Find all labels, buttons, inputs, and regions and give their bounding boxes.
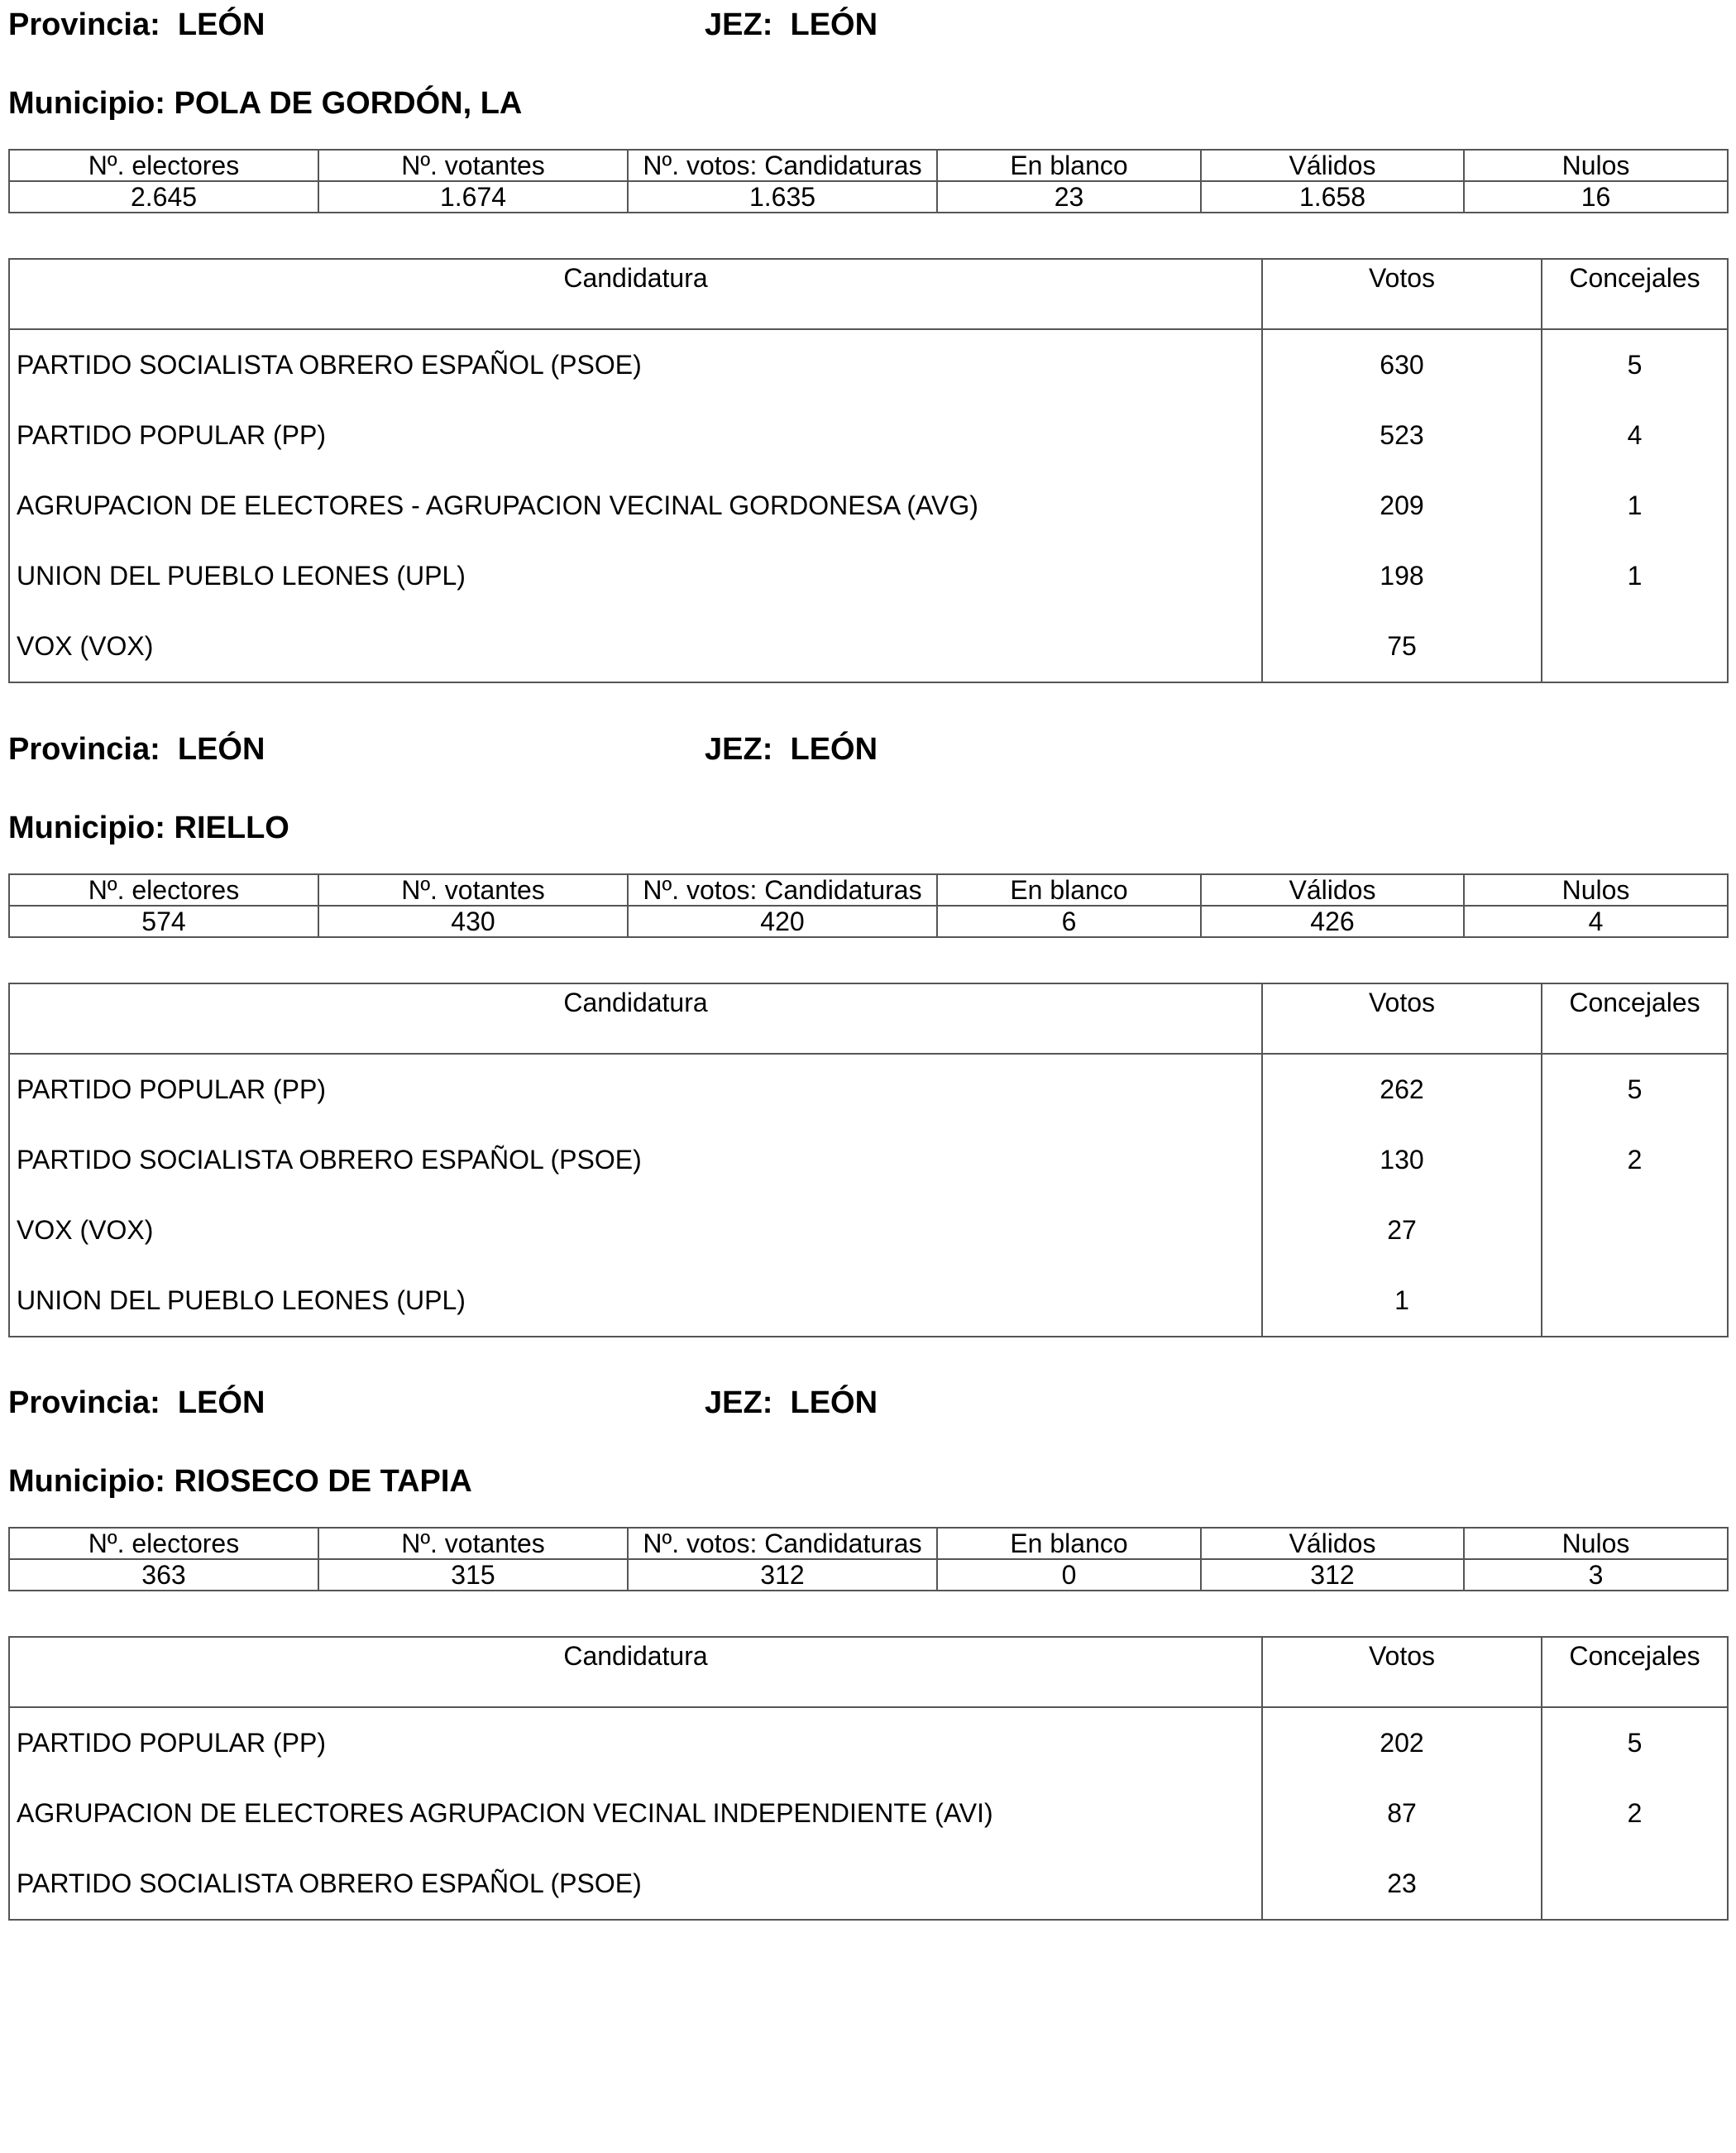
summary-value: 420 <box>628 906 937 937</box>
summary-header: Nº. votantes <box>318 150 628 181</box>
summary-value: 312 <box>1201 1559 1464 1591</box>
cand-votos: 23 <box>1262 1849 1542 1920</box>
cand-header: Concejales <box>1542 259 1728 329</box>
cand-votos: 87 <box>1262 1778 1542 1849</box>
summary-header: Nulos <box>1464 150 1728 181</box>
summary-header: Nº. electores <box>9 1528 318 1559</box>
summary-header: Nº. electores <box>9 150 318 181</box>
municipio-value: POLA DE GORDÓN, LA <box>174 86 523 121</box>
jez-label: JEZ: <box>705 7 773 42</box>
summary-header-row <box>9 874 1728 906</box>
summary-value: 426 <box>1201 906 1464 937</box>
cand-name: PARTIDO SOCIALISTA OBRERO ESPAÑOL (PSOE) <box>9 1125 1262 1195</box>
summary-header: Nº. votantes <box>318 874 628 906</box>
summary-value: 2.645 <box>9 181 318 213</box>
cand-concejales <box>1542 1195 1728 1265</box>
cand-row <box>9 541 1728 611</box>
cand-row <box>9 1265 1728 1337</box>
cand-votos: 523 <box>1262 400 1542 471</box>
cand-header: Concejales <box>1542 1637 1728 1707</box>
cand-header-row <box>9 259 1728 329</box>
summary-table <box>8 1527 1729 1591</box>
summary-value: 1.658 <box>1201 181 1464 213</box>
summary-header-row <box>9 150 1728 181</box>
provincia-label: Provincia: <box>8 732 160 767</box>
cand-concejales: 5 <box>1542 329 1728 400</box>
summary-header-row <box>9 1528 1728 1559</box>
provincia-value: LEÓN <box>177 1385 265 1420</box>
provincia-line <box>8 7 265 43</box>
cand-header-row <box>9 1637 1728 1707</box>
summary-header: En blanco <box>937 874 1201 906</box>
cand-votos: 630 <box>1262 329 1542 400</box>
municipio-label: Municipio: <box>8 1464 165 1499</box>
cand-row <box>9 1195 1728 1265</box>
provincia-value: LEÓN <box>177 7 265 42</box>
provincia-label: Provincia: <box>8 1385 160 1420</box>
cand-name: AGRUPACION DE ELECTORES - AGRUPACION VECINAL GORDONESA (AVG) <box>9 471 1262 541</box>
cand-name: VOX (VOX) <box>9 1195 1262 1265</box>
provincia-value: LEÓN <box>177 732 265 767</box>
municipio-line <box>8 1463 472 1500</box>
summary-header: Nº. votos: Candidaturas <box>628 150 937 181</box>
cand-votos: 130 <box>1262 1125 1542 1195</box>
municipio-value: RIOSECO DE TAPIA <box>174 1464 472 1499</box>
summary-header: Nº. votos: Candidaturas <box>628 874 937 906</box>
cand-row <box>9 1849 1728 1920</box>
cand-row <box>9 1778 1728 1849</box>
summary-table <box>8 873 1729 938</box>
summary-value: 6 <box>937 906 1201 937</box>
cand-votos: 262 <box>1262 1054 1542 1125</box>
cand-header: Votos <box>1262 983 1542 1054</box>
jez-value: LEÓN <box>790 1385 878 1420</box>
candidaturas-table <box>8 1636 1729 1921</box>
cand-votos: 202 <box>1262 1707 1542 1778</box>
candidaturas-table <box>8 258 1729 683</box>
cand-votos: 1 <box>1262 1265 1542 1337</box>
summary-value: 3 <box>1464 1559 1728 1591</box>
summary-value: 23 <box>937 181 1201 213</box>
cand-concejales: 2 <box>1542 1125 1728 1195</box>
summary-header: Nº. votos: Candidaturas <box>628 1528 937 1559</box>
summary-header: Nulos <box>1464 874 1728 906</box>
jez-line <box>705 731 878 768</box>
cand-row <box>9 611 1728 682</box>
cand-votos: 27 <box>1262 1195 1542 1265</box>
jez-label: JEZ: <box>705 1385 773 1420</box>
cand-votos: 198 <box>1262 541 1542 611</box>
cand-header: Candidatura <box>9 259 1262 329</box>
cand-votos: 75 <box>1262 611 1542 682</box>
jez-label: JEZ: <box>705 732 773 767</box>
cand-header: Candidatura <box>9 983 1262 1054</box>
cand-concejales <box>1542 1265 1728 1337</box>
summary-value: 16 <box>1464 181 1728 213</box>
provincia-line <box>8 1385 265 1421</box>
summary-value-row <box>9 181 1728 213</box>
summary-header: Nulos <box>1464 1528 1728 1559</box>
jez-line <box>705 7 878 43</box>
summary-value: 430 <box>318 906 628 937</box>
cand-concejales <box>1542 1849 1728 1920</box>
summary-value: 1.674 <box>318 181 628 213</box>
summary-header: Válidos <box>1201 150 1464 181</box>
municipio-line <box>8 85 522 122</box>
cand-row <box>9 1707 1728 1778</box>
cand-header: Candidatura <box>9 1637 1262 1707</box>
cand-row <box>9 400 1728 471</box>
cand-header: Concejales <box>1542 983 1728 1054</box>
summary-value: 0 <box>937 1559 1201 1591</box>
candidaturas-table <box>8 983 1729 1337</box>
jez-value: LEÓN <box>790 7 878 42</box>
cand-concejales: 5 <box>1542 1707 1728 1778</box>
cand-header-row <box>9 983 1728 1054</box>
cand-header: Votos <box>1262 259 1542 329</box>
cand-name: UNION DEL PUEBLO LEONES (UPL) <box>9 541 1262 611</box>
municipio-line <box>8 810 289 846</box>
jez-line <box>705 1385 878 1421</box>
cand-name: UNION DEL PUEBLO LEONES (UPL) <box>9 1265 1262 1337</box>
provincia-line <box>8 731 265 768</box>
summary-header: Válidos <box>1201 1528 1464 1559</box>
municipio-value: RIELLO <box>174 811 289 845</box>
summary-value-row <box>9 906 1728 937</box>
cand-name: PARTIDO POPULAR (PP) <box>9 1707 1262 1778</box>
summary-value: 1.635 <box>628 181 937 213</box>
cand-name: VOX (VOX) <box>9 611 1262 682</box>
cand-name: PARTIDO SOCIALISTA OBRERO ESPAÑOL (PSOE) <box>9 1849 1262 1920</box>
provincia-label: Provincia: <box>8 7 160 42</box>
cand-concejales: 1 <box>1542 471 1728 541</box>
cand-header: Votos <box>1262 1637 1542 1707</box>
cand-row <box>9 471 1728 541</box>
summary-value: 574 <box>9 906 318 937</box>
summary-header: Nº. electores <box>9 874 318 906</box>
summary-header: En blanco <box>937 1528 1201 1559</box>
summary-header: Nº. votantes <box>318 1528 628 1559</box>
cand-concejales: 5 <box>1542 1054 1728 1125</box>
summary-value: 315 <box>318 1559 628 1591</box>
cand-name: PARTIDO POPULAR (PP) <box>9 400 1262 471</box>
summary-value: 363 <box>9 1559 318 1591</box>
summary-value: 312 <box>628 1559 937 1591</box>
summary-header: En blanco <box>937 150 1201 181</box>
cand-row <box>9 1054 1728 1125</box>
cand-row <box>9 1125 1728 1195</box>
cand-name: PARTIDO SOCIALISTA OBRERO ESPAÑOL (PSOE) <box>9 329 1262 400</box>
cand-concejales: 1 <box>1542 541 1728 611</box>
cand-name: AGRUPACION DE ELECTORES AGRUPACION VECINAL INDEPENDIENTE (AVI) <box>9 1778 1262 1849</box>
cand-row <box>9 329 1728 400</box>
cand-concejales <box>1542 611 1728 682</box>
cand-concejales: 2 <box>1542 1778 1728 1849</box>
summary-header: Válidos <box>1201 874 1464 906</box>
municipio-label: Municipio: <box>8 86 165 121</box>
cand-concejales: 4 <box>1542 400 1728 471</box>
summary-value: 4 <box>1464 906 1728 937</box>
cand-name: PARTIDO POPULAR (PP) <box>9 1054 1262 1125</box>
jez-value: LEÓN <box>790 732 878 767</box>
summary-table <box>8 149 1729 213</box>
summary-value-row <box>9 1559 1728 1591</box>
municipio-label: Municipio: <box>8 811 165 845</box>
cand-votos: 209 <box>1262 471 1542 541</box>
